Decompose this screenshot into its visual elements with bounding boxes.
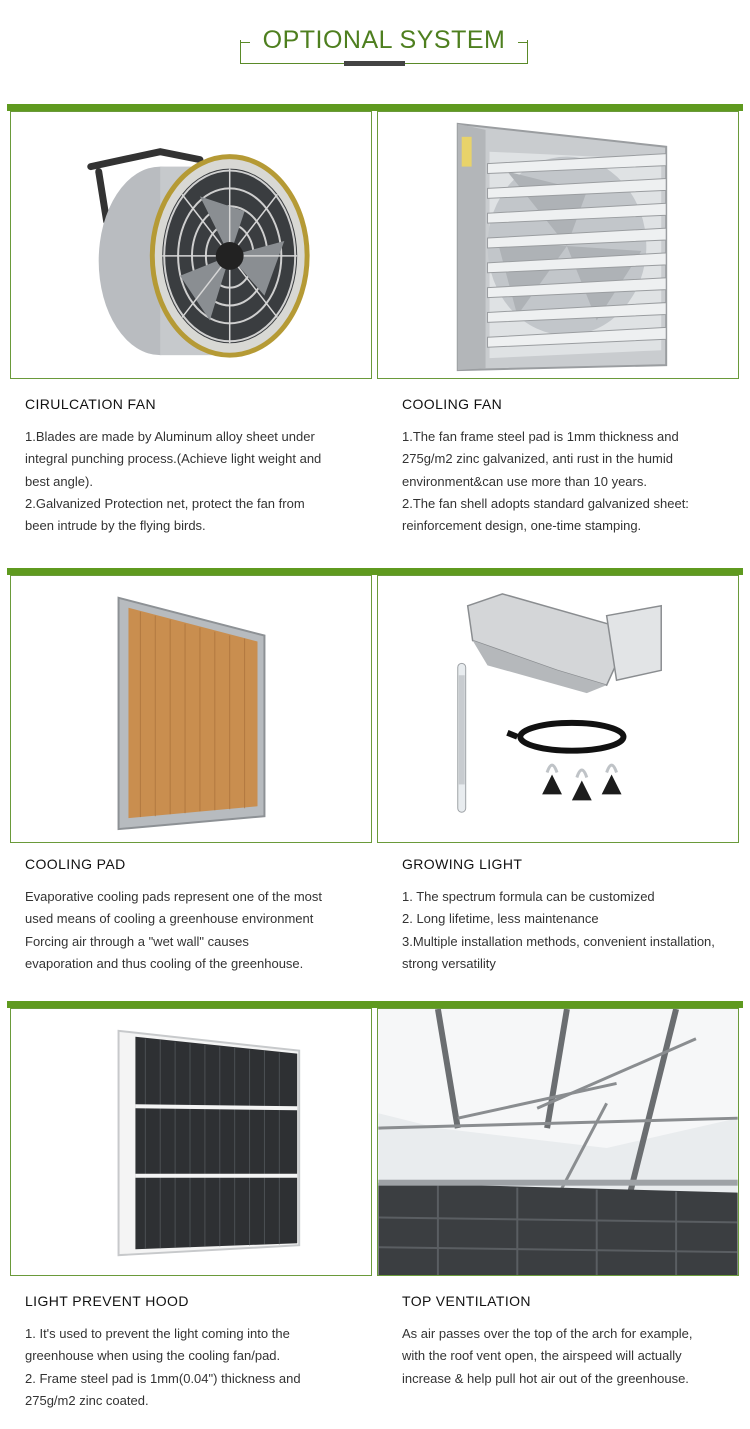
growing-light-image bbox=[377, 575, 739, 843]
description-line: increase & help pull hot air out of the greenhouse. bbox=[402, 1370, 689, 1386]
cooling-pad-title: COOLING PAD bbox=[25, 856, 126, 872]
page-title: OPTIONAL SYSTEM bbox=[262, 26, 506, 54]
description-line: Evaporative cooling pads represent one of the most bbox=[25, 889, 323, 904]
section-divider-bar bbox=[7, 568, 743, 575]
top-ventilation-image bbox=[377, 1008, 739, 1276]
cooling-fan-caption bbox=[402, 396, 747, 537]
cooling-fan-title: COOLING FAN bbox=[402, 396, 503, 412]
description-line: reinforcement design, one-time stamping. bbox=[402, 518, 642, 534]
top-ventilation-caption bbox=[402, 1293, 747, 1390]
cooling-fan-image bbox=[377, 111, 739, 379]
description-line: 1. The spectrum formula can be customized bbox=[402, 889, 655, 904]
growing-light-illustration bbox=[378, 576, 738, 842]
description-line: strong versatility bbox=[402, 955, 496, 971]
description-line: 2. Long lifetime, less maintenance bbox=[402, 911, 599, 927]
circulation-fan-image bbox=[10, 111, 372, 379]
light-prevent-hood-caption bbox=[25, 1293, 370, 1412]
cooling-pad-image bbox=[10, 575, 372, 843]
description-line: 1. It's used to prevent the light coming into the bbox=[25, 1326, 290, 1341]
section-hood-vent bbox=[0, 1001, 750, 1421]
cooling-pad-illustration bbox=[11, 576, 371, 842]
circulation-fan-caption bbox=[25, 396, 370, 537]
description-line: evaporation and thus cooling of the greenhouse. bbox=[25, 955, 304, 971]
growing-light-caption bbox=[402, 856, 747, 975]
circulation-fan-illustration bbox=[11, 112, 371, 378]
cooling-pad-description bbox=[25, 886, 370, 975]
description-line: best angle). bbox=[25, 473, 93, 489]
light-prevent-hood-illustration bbox=[11, 1009, 371, 1275]
top-ventilation-description bbox=[402, 1323, 747, 1390]
description-line: 275g/m2 zinc galvanized, anti rust in the humid bbox=[402, 451, 673, 467]
page-header bbox=[0, 0, 750, 80]
section-pad-light bbox=[0, 568, 750, 988]
title-underline-bar bbox=[344, 61, 405, 66]
description-line: 2.Galvanized Protection net, protect the fan from bbox=[25, 495, 305, 511]
cooling-fan-illustration bbox=[378, 112, 738, 378]
top-ventilation-illustration bbox=[378, 1009, 738, 1275]
description-line: 1.The fan frame steel pad is 1mm thickness and bbox=[402, 429, 679, 444]
growing-light-title: GROWING LIGHT bbox=[402, 856, 523, 872]
description-line: 275g/m2 zinc coated. bbox=[25, 1392, 149, 1408]
description-line: with the roof vent open, the airspeed will actually bbox=[402, 1348, 682, 1364]
light-prevent-hood-description bbox=[25, 1323, 370, 1412]
top-ventilation-title: TOP VENTILATION bbox=[402, 1293, 531, 1309]
light-prevent-hood-title: LIGHT PREVENT HOOD bbox=[25, 1293, 189, 1309]
description-line: greenhouse when using the cooling fan/pad. bbox=[25, 1348, 281, 1364]
description-line: 2.The fan shell adopts standard galvanized sheet: bbox=[402, 495, 689, 511]
section-fans bbox=[0, 104, 750, 554]
section-divider-bar bbox=[7, 1001, 743, 1008]
description-line: been intrude by the flying birds. bbox=[25, 518, 206, 534]
growing-light-description bbox=[402, 886, 747, 975]
description-line: 1.Blades are made by Aluminum alloy sheet under bbox=[25, 429, 315, 444]
description-line: environment&can use more than 10 years. bbox=[402, 473, 647, 489]
cooling-pad-caption bbox=[25, 856, 370, 975]
description-line: 2. Frame steel pad is 1mm(0.04") thickness and bbox=[25, 1370, 301, 1386]
description-line: Forcing air through a "wet wall" causes bbox=[25, 933, 249, 949]
section-divider-bar bbox=[7, 104, 743, 111]
circulation-fan-description bbox=[25, 426, 370, 537]
cooling-fan-description bbox=[402, 426, 747, 537]
description-line: integral punching process.(Achieve light weight and bbox=[25, 451, 322, 467]
description-line: 3.Multiple installation methods, convenient installation, bbox=[402, 933, 715, 949]
light-prevent-hood-image bbox=[10, 1008, 372, 1276]
description-line: used means of cooling a greenhouse environment bbox=[25, 911, 314, 927]
circulation-fan-title: CIRULCATION FAN bbox=[25, 396, 156, 412]
description-line: As air passes over the top of the arch for example, bbox=[402, 1326, 693, 1341]
